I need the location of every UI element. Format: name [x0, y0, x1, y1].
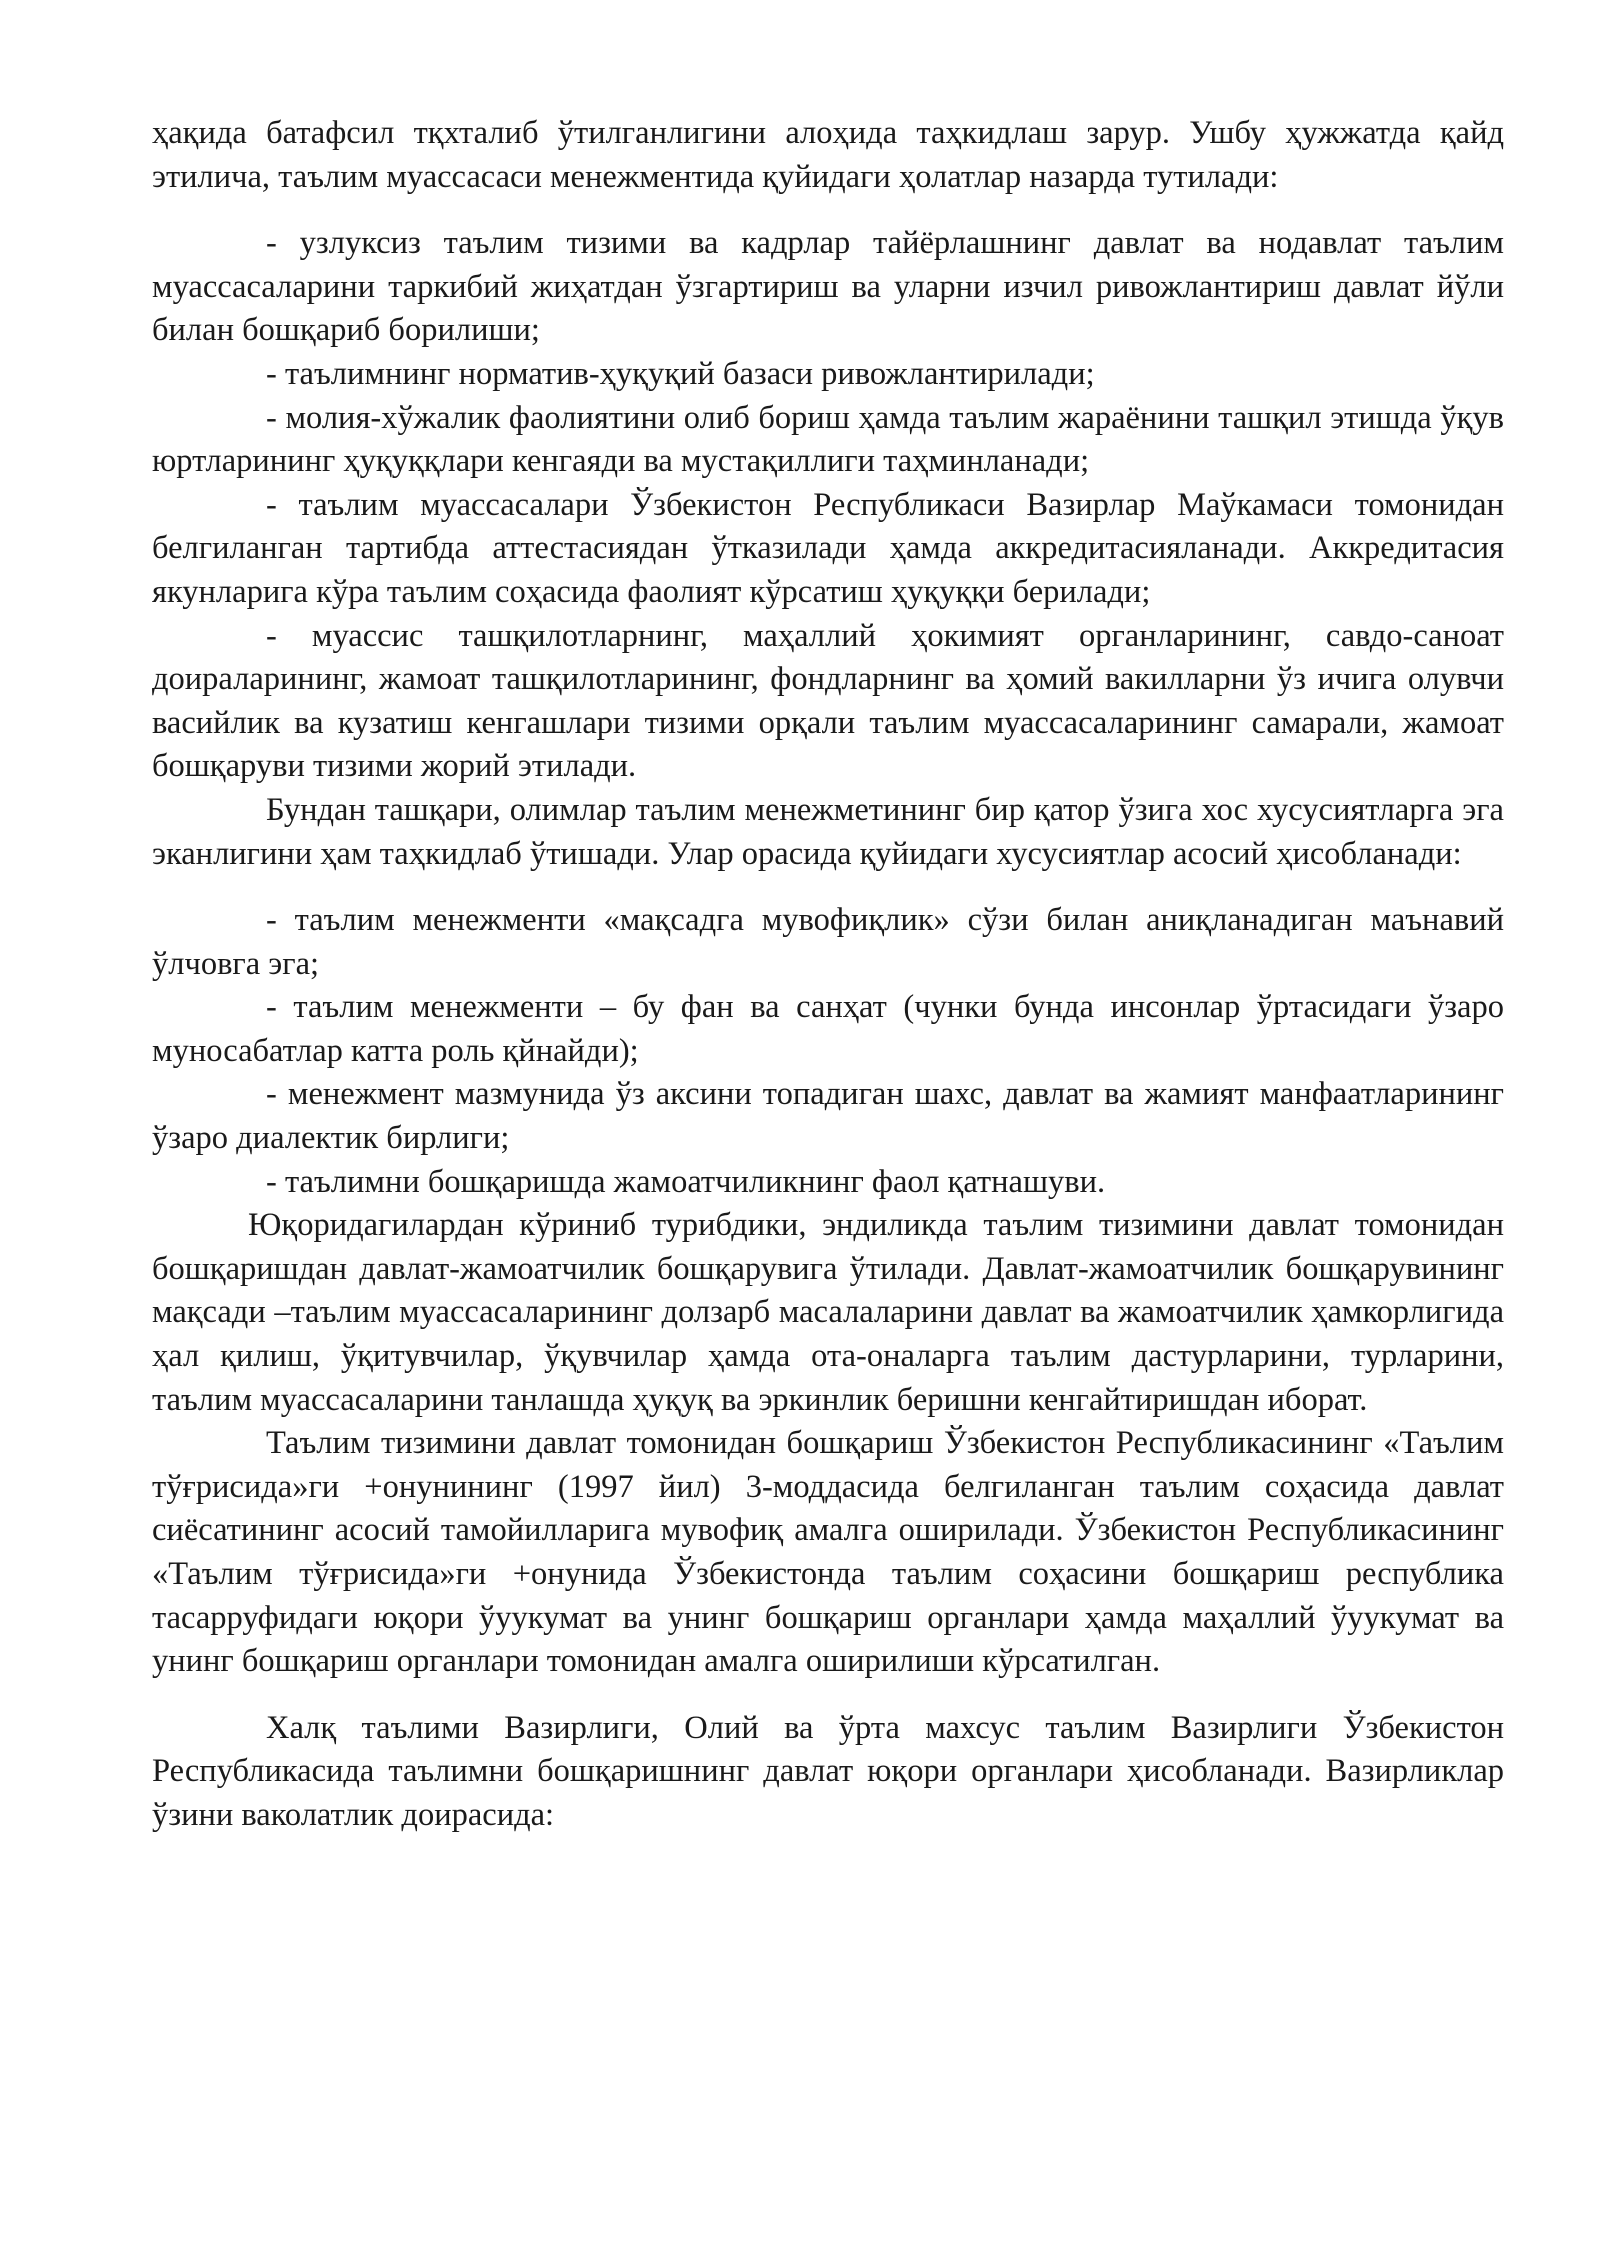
list-item-legal-base: - таълимнинг норматив-ҳуқуқий базаси ривожлантирилади; — [266, 355, 1095, 392]
paragraph-ministries: Халқ таълими Вазирлиги, Олий ва ўрта махсус таълим Вазирлиги Ўзбекистон Республикасида таълимни бошқаришнинг давлат юқори органлари ҳисобланади. Вазирликлар ўзини ваколатлик доирасида: — [152, 1709, 1504, 1833]
list-item-trustee-boards: - муассис ташқилотларнинг, маҳаллий ҳокимият органларининг, савдо-саноат доираларининг, жамоат ташқилотларининг, фондларнинг ва ҳомий вакилларни ўз ичига олувчи васийлик ва кузатиш кенгашлари тизими орқали таълим муассасаларининг самарали, жамоат бошқаруви тизими жорий этилади. — [152, 617, 1504, 785]
paragraph-features-intro: Бундан ташқари, олимлар таълим менежметининг бир қатор ўзига хос хусусиятларга эга эканлигини ҳам таҳкидлаб ўтишади. Улар орасида қуйидаги хусусиятлар асосий ҳисобланади: — [152, 791, 1504, 872]
paragraph-state-public-management: Юқоридагилардан кўриниб турибдики, эндиликда таълим тизимини давлат томонидан бошқаришдан давлат-жамоатчилик бошқарувига ўтилади. Давлат-жамоатчилик бошқарувининг мақсади –таълим муассасаларининг долзарб масалаларини давлат ва жамоатчилик ҳамкорлигида ҳал қилиш, ўқитувчилар, ўқувчилар ҳамда ота-оналарга таълим дастурларини, турларини, таълим муассасаларини танлашда ҳуқуқ ва эркинлик беришни кенгайтиришдан иборат. — [152, 1207, 1504, 1418]
list-item-science-and-art: - таълим менежменти – бу фан ва санҳат (чунки бунда инсонлар ўртасидаги ўзаро муносабатлар катта роль қйнайди); — [152, 989, 1504, 1069]
list-item-financial-activity: - молия-хўжалик фаолиятини олиб бориш ҳамда таълим жараёнини ташқил этишда ўқув юртларининг ҳуқуққлари кенгаяди ва мустақиллиги таҳминланади; — [152, 399, 1504, 480]
list-item-continuous-education: - узлуксиз таълим тизими ва кадрлар тайёрлашнинг давлат ва нодавлат таълим муассасаларини таркибий жиҳатдан ўзгартириш ва уларни изчил ривожлантириш давлат йўли билан бошқариб борилиши; — [152, 225, 1504, 349]
list-item-dialectical-unity: - менежмент мазмунида ўз аксини топадиган шахс, давлат ва жамият манфаатларининг ўзаро диалектик бирлиги; — [152, 1076, 1504, 1157]
list-item-attestation: - таълим муассасалари Ўзбекистон Республикаси Вазирлар Маўкамаси томонидан белгиланган тартибда аттестасиядан ўтказилади ҳамда аккредитасияланади. Аккредитасия якунларига кўра таълим соҳасида фаолият кўрсатиш ҳуқуққи берилади; — [152, 486, 1504, 610]
document-page — [152, 112, 1504, 1838]
paragraph-intro: ҳақида батафсил тқхталиб ўтилганлигини алоҳида таҳкидлаш зарур. Ушбу ҳужжатда қайд этилича, таълим муассасаси менежментида қуйидаги ҳолатлар назарда тутилади: — [152, 115, 1504, 195]
paragraph-education-law: Таълим тизимини давлат томонидан бошқариш Ўзбекистон Республикасининг «Таълим тўғрисида»ги +онунининг (1997 йил) 3-моддасида белгиланган таълим соҳасида давлат сиёсатининг асосий тамойилларига мувофиқ амалга оширилади. Ўзбекистон Республикасининг «Таълим тўғрисида»ги +онунида Ўзбекистонда таълим соҳасини бошқариш республика тасарруфидаги юқори ўуукумат ва унинг бошқариш органлари ҳамда маҳаллий ўуукумат ва унинг бошқариш органлари томонидан амалга оширилиши кўрсатилган. — [152, 1425, 1504, 1680]
list-item-moral-measure: - таълим менежменти «мақсадга мувофиқлик» сўзи билан аниқланадиган маънавий ўлчовга эга; — [152, 902, 1504, 982]
list-item-public-participation: - таълимни бошқаришда жамоатчиликнинг фаол қатнашуви. — [266, 1163, 1106, 1200]
